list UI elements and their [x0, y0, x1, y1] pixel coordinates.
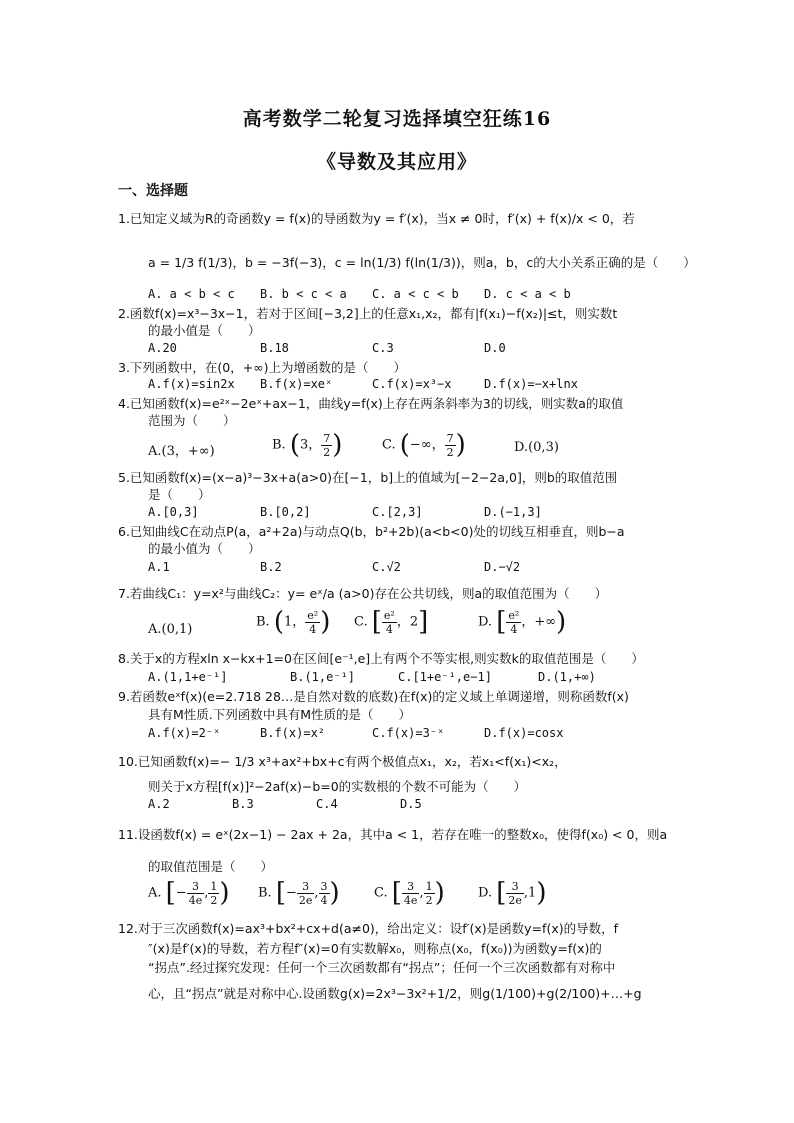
- option-a: A. [− $\frac{3}{4e}$ , $\frac{1}{2}$ ): [148, 878, 230, 908]
- option-b: B.f(x)=xeˣ: [260, 377, 333, 391]
- close-paren: ): [320, 607, 331, 637]
- denominator: 4e: [403, 893, 418, 907]
- question-3-line-1: 3.下列函数中，在(0，+∞)上为增函数的是（ ）: [118, 360, 407, 375]
- option-b-label: B.: [256, 614, 270, 630]
- option-b: B.3: [232, 797, 254, 811]
- fraction: [297, 880, 315, 907]
- close-paren: ): [219, 878, 230, 908]
- question-5-options: [148, 505, 708, 523]
- denominator: 2e: [298, 893, 313, 907]
- page-subtitle: 《导数及其应用》: [316, 151, 477, 173]
- option-b: B. b < c < a: [260, 287, 347, 301]
- option-c-label: C.: [374, 885, 388, 901]
- numerator: 3: [320, 879, 328, 893]
- denominator: 4: [385, 622, 393, 636]
- question-4-line-1: 4.已知函数f(x)=e²ˣ−2eˣ+ax−1，曲线y=f(x)上存在两条斜率为3的切线，则实数a的取值: [118, 396, 624, 411]
- option-b: [272, 430, 342, 460]
- fraction-7-2: [321, 432, 332, 459]
- fraction: [208, 880, 219, 907]
- question-1-line-1: 1.已知定义域为R的奇函数y = f(x)的导函数为y = f′(x)，当x ≠ 0时，f′(x) + f(x)/x < 0，若: [118, 211, 635, 226]
- open-bracket: [: [165, 878, 176, 908]
- open-bracket: [: [496, 878, 507, 908]
- question-11-line-1: 11.设函数f(x) = eˣ(2x−1) − 2ax + 2a，其中a < 1，若存在唯一的整数x₀，使得f(x₀) < 0，则a: [118, 827, 668, 842]
- option-c: [382, 430, 466, 460]
- option-b: B.[0,2]: [260, 505, 311, 519]
- option-d: [478, 607, 566, 637]
- option-d: D.(−1,3]: [484, 505, 542, 519]
- open-bracket: [: [391, 878, 402, 908]
- question-10-options: [148, 797, 708, 815]
- option-d: D.f(x)=−x+lnx: [484, 377, 578, 391]
- question-6-line-2: 的最小值为（ ）: [148, 541, 261, 556]
- question-2-options: [148, 341, 708, 359]
- open-paren: (: [273, 607, 284, 637]
- option-c: C. [ $\frac{3}{4e}$ , $\frac{1}{2}$ ): [374, 878, 445, 908]
- option-b: B.18: [260, 341, 289, 355]
- option-b-label: B.: [272, 437, 286, 453]
- option-d-label: D.: [478, 614, 493, 630]
- option-b: B.(1,e⁻¹]: [290, 670, 356, 684]
- option-c: C.[1+e⁻¹,e−1]: [398, 670, 492, 684]
- close-paren: ): [536, 878, 547, 908]
- option-d: D.(0,3): [514, 440, 559, 455]
- fraction-7-2: [445, 432, 456, 459]
- fraction-e2-4: [506, 609, 521, 636]
- question-2-line-1: 2.函数f(x)=x³−3x−1，若对于区间[−3,2]上的任意x₁,x₂，都有|f(x₁)−f(x₂)|≤t，则实数t: [118, 306, 618, 321]
- option-c: C.4: [316, 797, 338, 811]
- numerator: 3: [506, 880, 524, 894]
- numerator: e²: [307, 608, 319, 622]
- close-paren: ): [329, 878, 340, 908]
- question-1-options: [148, 287, 708, 305]
- question-1-line-2: a = 1/3 f(1/3)，b = −3f(−3)，c = ln(1/3) f(ln(1/3))，则a，b，c的大小关系正确的是（ ）: [148, 255, 696, 270]
- question-11-options: [148, 878, 708, 918]
- option-c: C.√2: [372, 560, 401, 574]
- option-a-label: A.: [148, 885, 162, 901]
- option-c: C.f(x)=x³−x: [372, 377, 452, 391]
- question-2-line-2: 的最小值是（ ）: [148, 323, 261, 338]
- open-bracket: [: [496, 607, 507, 637]
- option-d-label: D.: [478, 885, 493, 901]
- denominator: 4e: [188, 893, 203, 907]
- question-5-line-1: 5.已知函数f(x)=(x−a)³−3x+a(a>0)在[−1，b]上的值域为[−2−2a,0]，则b的取值范围: [118, 470, 618, 485]
- open-paren: (: [289, 430, 300, 460]
- option-d: D.f(x)=cosx: [484, 726, 564, 740]
- option-b: [256, 607, 330, 637]
- option-b: B. [− $\frac{3}{2e}$ , $\frac{3}{4}$ ): [258, 878, 340, 908]
- question-8-line-1: 8.关于x的方程xln x−kx+1=0在区间[e⁻¹,e]上有两个不等实根,则实数k的取值范围是（ ）: [118, 651, 644, 666]
- question-9-options: [148, 726, 708, 744]
- option-d: D.0: [484, 341, 506, 355]
- denominator: 4: [320, 893, 328, 907]
- denominator: 4: [309, 622, 317, 636]
- fraction: [402, 880, 420, 907]
- option-d: D. [ $\frac{3}{2e}$ ,1): [478, 878, 547, 908]
- fraction: [187, 880, 205, 907]
- numerator: 3: [297, 880, 315, 894]
- question-7-options: [148, 607, 708, 647]
- denominator: 4: [510, 622, 518, 636]
- close-paren: ): [434, 878, 445, 908]
- question-12-line-4: 心，且“拐点”就是对称中心.设函数g(x)=2x³−3x²+1/2，则g(1/100)+g(2/100)+…+g: [148, 986, 642, 1001]
- option-b-left: 1，: [283, 614, 306, 630]
- section-heading: 一、选择题: [118, 183, 188, 199]
- option-c: C.3: [372, 341, 394, 355]
- open-paren: (: [399, 430, 410, 460]
- question-4-options: [148, 430, 708, 470]
- option-a: A.(3，+∞): [148, 444, 215, 459]
- question-8-options: [148, 670, 708, 688]
- numerator: e²: [508, 608, 520, 622]
- option-d: D.(1,+∞): [538, 670, 596, 684]
- option-d: D.5: [400, 797, 422, 811]
- numerator: 7: [446, 431, 454, 445]
- question-7-line-1: 7.若曲线C₁：y=x²与曲线C₂：y= eˣ/a (a>0)存在公共切线，则a的取值范围为（ ）: [118, 586, 608, 601]
- fraction-e2-4: [305, 609, 320, 636]
- open-bracket: [: [371, 607, 382, 637]
- question-9-line-2: 具有M性质.下列函数中具有M性质的是（ ）: [148, 707, 412, 722]
- page-title: 高考数学二轮复习选择填空狂练16: [242, 108, 552, 130]
- option-d: D.−√2: [484, 560, 521, 574]
- option-b: B.2: [260, 560, 282, 574]
- question-10-line-1: 10.已知函数f(x)=− 1/3 x³+ax²+bx+c有两个极值点x₁，x₂，若x₁<f(x₁)<x₂，: [118, 754, 567, 769]
- option-a: A.(1,1+e⁻¹]: [148, 670, 228, 684]
- question-12-line-2: ″(x)是f′(x)的导数，若方程f″(x)=0有实数解x₀，则称点(x₀，f(x₀))为函数y=f(x)的: [148, 941, 602, 956]
- numerator: 1: [210, 879, 218, 893]
- close-paren: ): [556, 607, 567, 637]
- fraction: [506, 880, 524, 907]
- close-paren: ): [332, 430, 343, 460]
- open-bracket: [: [275, 878, 286, 908]
- question-5-line-2: 是（ ）: [148, 487, 211, 502]
- question-12-line-3: “拐点”.经过探究发现：任何一个三次函数都有“拐点”；任何一个三次函数都有对称中: [148, 960, 616, 975]
- option-a: A. a < b < c: [148, 287, 235, 301]
- close-paren: ): [455, 430, 466, 460]
- option-d-right: ，+∞: [521, 614, 557, 630]
- question-6-options: [148, 560, 708, 578]
- option-a: A.1: [148, 560, 170, 574]
- close-bracket: ]: [418, 607, 429, 637]
- option-a: A.f(x)=2⁻ˣ: [148, 726, 221, 740]
- option-a: A.20: [148, 341, 177, 355]
- numerator: 7: [323, 431, 331, 445]
- numerator: 1: [425, 879, 433, 893]
- numerator: 3: [187, 880, 205, 894]
- option-b: B.f(x)=x²: [260, 726, 326, 740]
- question-4-line-2: 范围为（ ）: [148, 413, 236, 428]
- option-c: C.[2,3]: [372, 505, 423, 519]
- numerator: e²: [383, 608, 395, 622]
- question-10-line-2: 则关于x方程[f(x)]²−2af(x)−b=0的实数根的个数不可能为（ ）: [148, 779, 527, 794]
- option-c-left: −∞，: [409, 437, 445, 453]
- denominator: 2: [323, 445, 331, 459]
- fraction: [319, 880, 330, 907]
- option-a: A.[0,3]: [148, 505, 199, 519]
- fraction-e2-4: [382, 609, 397, 636]
- option-c-label: C.: [382, 437, 396, 453]
- option-a: A.(0,1): [148, 622, 193, 637]
- question-12-line-1: 12.对于三次函数f(x)=ax³+bx²+cx+d(a≠0)，给出定义：设f′(x)是函数y=f(x)的导数，f: [118, 921, 618, 936]
- question-6-line-1: 6.已知曲线C在动点P(a，a²+2a)与动点Q(b，b²+2b)(a<b<0)处的切线互相垂直，则b−a: [118, 524, 625, 539]
- option-c: C. a < c < b: [372, 287, 459, 301]
- denominator: 2: [425, 893, 433, 907]
- denominator: 2e: [508, 893, 522, 907]
- denominator: 2: [446, 445, 454, 459]
- numerator: 3: [402, 880, 420, 894]
- question-3-options: [148, 377, 708, 395]
- option-d: D. c < a < b: [484, 287, 571, 301]
- fraction: [424, 880, 435, 907]
- option-a: A.2: [148, 797, 170, 811]
- question-11-line-2: 的取值范围是（ ）: [148, 859, 274, 874]
- option-c: [354, 607, 428, 637]
- denominator: 2: [210, 893, 218, 907]
- option-c: C.f(x)=3⁻ˣ: [372, 726, 445, 740]
- option-c-right: ，2: [396, 614, 419, 630]
- question-9-line-1: 9.若函数eˣf(x)(e=2.718 28…是自然对数的底数)在f(x)的定义域上单调递增，则称函数f(x): [118, 689, 629, 704]
- option-b-left: 3，: [299, 437, 322, 453]
- option-c-label: C.: [354, 614, 368, 630]
- option-b-label: B.: [258, 885, 272, 901]
- option-a: A.f(x)=sin2x: [148, 377, 235, 391]
